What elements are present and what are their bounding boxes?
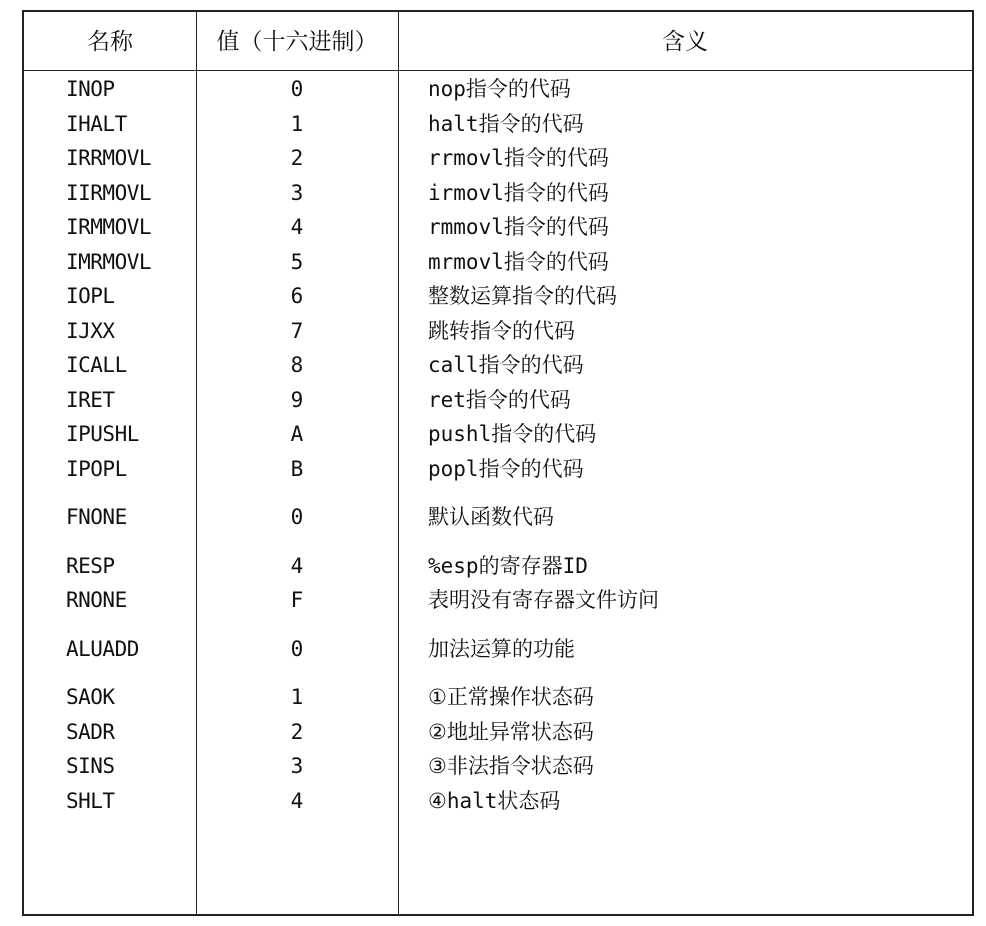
header-value: 值（十六进制） (216, 29, 378, 55)
cell-name: ICALL (66, 353, 127, 377)
cell-name: SAOK (66, 685, 115, 709)
table-row (24, 747, 972, 782)
cell-value: 4 (290, 553, 304, 578)
table-row (24, 713, 972, 748)
cell-name: IHALT (66, 111, 127, 136)
table-row (24, 678, 972, 713)
table-row (24, 782, 972, 817)
table-body (24, 70, 972, 816)
cell-value: 4 (290, 215, 304, 239)
cell-value: 2 (290, 146, 304, 170)
table-row (24, 105, 972, 140)
cell-meaning: popl指令的代码 (428, 456, 584, 481)
cell-meaning: rmmovl指令的代码 (428, 215, 609, 239)
cell-meaning: 整数运算指令的代码 (428, 284, 617, 308)
cell-value: 2 (290, 719, 304, 744)
cell-name: RESP (66, 553, 115, 578)
table-row (24, 70, 972, 105)
cell-value: 1 (290, 685, 304, 709)
header-name: 名称 (87, 29, 133, 55)
cell-name: IIRMOVL (66, 180, 152, 205)
table-row (24, 346, 972, 381)
cell-meaning: ①正常操作状态码 (428, 685, 594, 709)
table-row (24, 277, 972, 312)
cell-value: 0 (290, 77, 304, 101)
cell-meaning: nop指令的代码 (428, 77, 571, 101)
cell-name: IPUSHL (66, 422, 139, 446)
cell-name: IRRMOVL (66, 146, 152, 170)
table-row (24, 208, 972, 243)
cell-value: 3 (290, 754, 304, 778)
cell-meaning: halt指令的代码 (428, 111, 584, 136)
table-row (24, 498, 972, 533)
cell-meaning: irmovl指令的代码 (428, 180, 609, 205)
cell-meaning: 加法运算的功能 (428, 636, 575, 661)
cell-meaning: 表明没有寄存器文件访问 (428, 588, 659, 612)
cell-value: 0 (290, 505, 304, 529)
cell-meaning: rrmovl指令的代码 (428, 146, 609, 170)
cell-name: RNONE (66, 588, 127, 612)
table-row (24, 381, 972, 416)
cell-value: B (290, 456, 304, 481)
cell-value: 6 (290, 284, 304, 308)
cell-name: INOP (66, 77, 115, 101)
cell-meaning: mrmovl指令的代码 (428, 249, 609, 274)
cell-value: 9 (290, 387, 304, 412)
cell-meaning: 跳转指令的代码 (428, 318, 575, 343)
cell-meaning: ④halt状态码 (428, 788, 561, 813)
cell-name: IMRMOVL (66, 249, 152, 274)
table-row (24, 312, 972, 347)
cell-name: IRET (66, 387, 115, 412)
cell-name: IRMMOVL (66, 215, 152, 239)
table-row (24, 547, 972, 582)
cell-value: A (290, 422, 304, 446)
cell-value: 8 (290, 353, 304, 377)
table-row (24, 139, 972, 174)
cell-value: 3 (290, 180, 304, 205)
cell-name: IPOPL (66, 456, 127, 481)
cell-value: F (290, 588, 304, 612)
table-row (24, 174, 972, 209)
cell-meaning: ③非法指令状态码 (428, 754, 594, 778)
cell-name: FNONE (66, 505, 127, 529)
cell-name: SINS (66, 754, 115, 778)
cell-meaning: pushl指令的代码 (428, 422, 597, 446)
cell-value: 4 (290, 788, 304, 813)
cell-meaning: ②地址异常状态码 (428, 719, 594, 744)
cell-value: 7 (290, 318, 304, 343)
table-row (24, 450, 972, 485)
cell-value: 5 (290, 249, 304, 274)
table-row (24, 415, 972, 450)
cell-name: IJXX (66, 318, 115, 343)
cell-name: ALUADD (66, 636, 139, 661)
table-row (24, 630, 972, 665)
constants-table (22, 10, 974, 916)
cell-meaning: ret指令的代码 (428, 387, 571, 412)
table-row (24, 581, 972, 616)
cell-meaning: 默认函数代码 (428, 505, 554, 529)
cell-name: SADR (66, 719, 115, 744)
cell-meaning: %esp的寄存器ID (428, 553, 588, 578)
cell-value: 1 (290, 111, 304, 136)
header-meaning: 含义 (662, 29, 708, 55)
cell-name: SHLT (66, 788, 115, 813)
cell-value: 0 (290, 636, 304, 661)
cell-name: IOPL (66, 284, 115, 308)
cell-meaning: call指令的代码 (428, 353, 584, 377)
table-row (24, 243, 972, 278)
